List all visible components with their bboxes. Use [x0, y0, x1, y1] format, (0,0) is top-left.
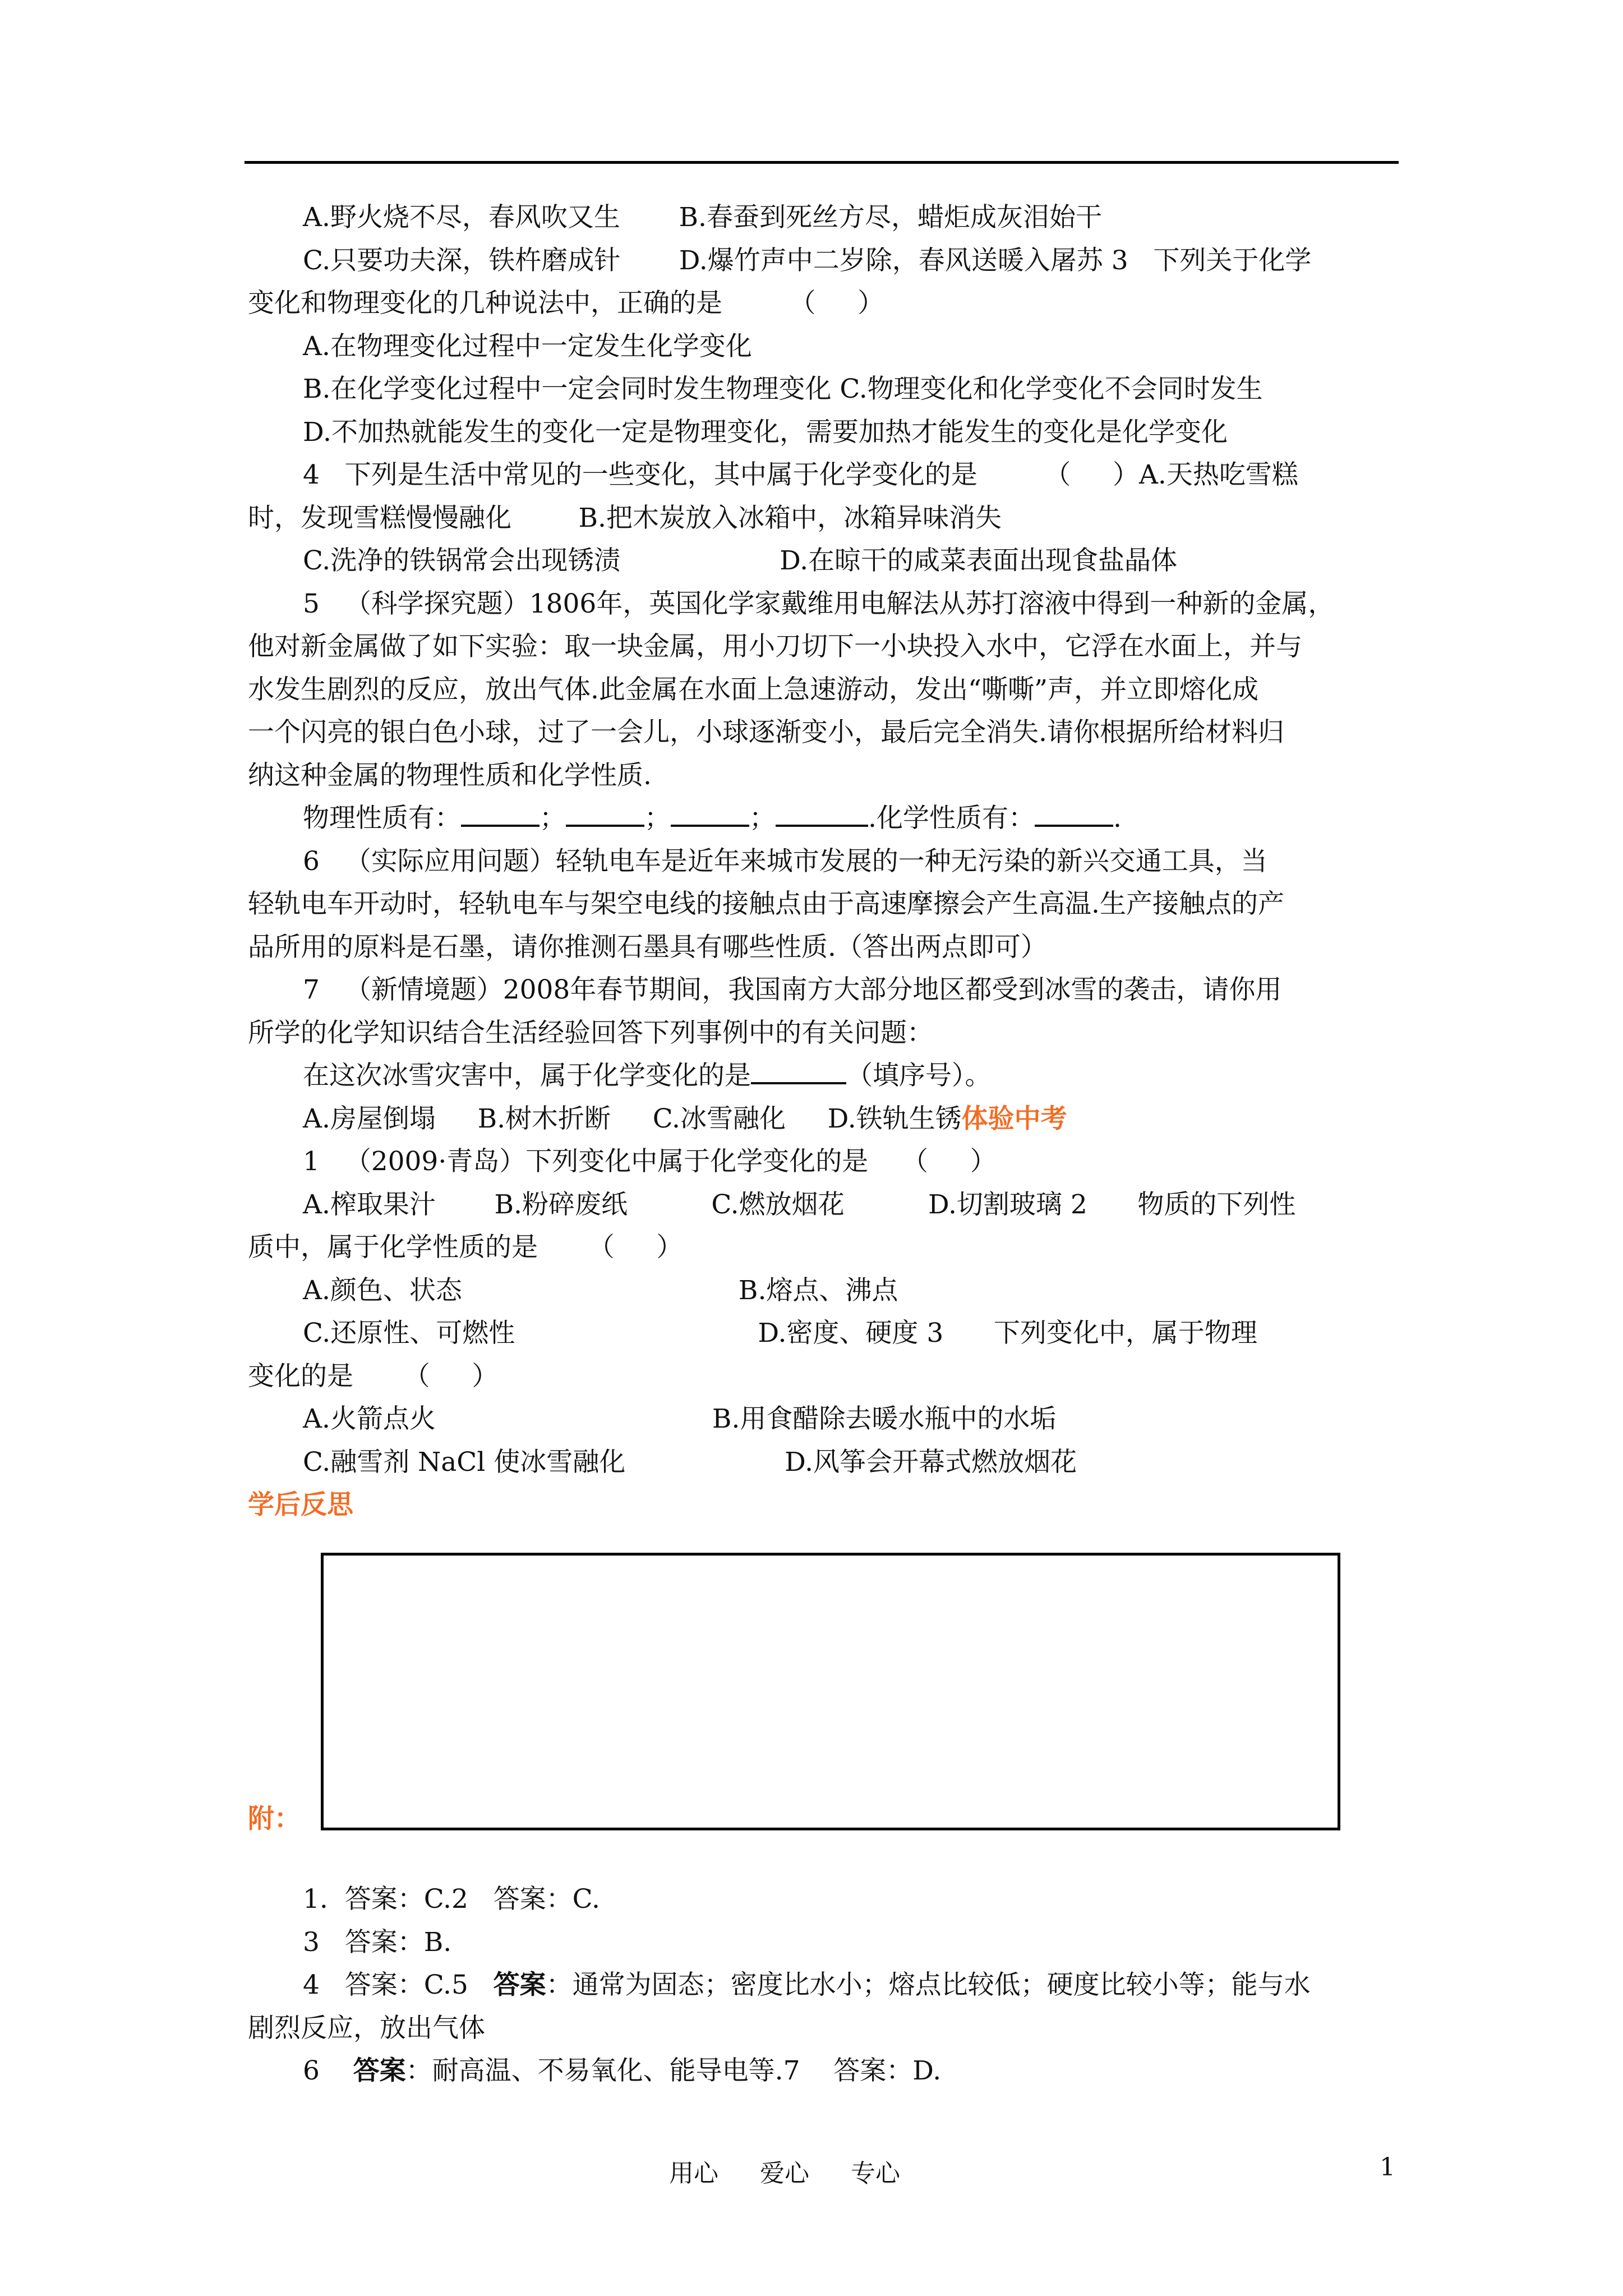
fill-in-line — [248, 797, 1403, 840]
text-line: 一个闪亮的银白色小球，过了一会儿，小球逐渐变小，最后完全消失.请你根据所给材料归 — [248, 717, 1284, 748]
answer-blank[interactable] — [1035, 799, 1113, 827]
answer-line — [248, 2050, 1403, 2093]
separator: . — [1113, 803, 1122, 834]
answer-blank[interactable] — [461, 799, 540, 827]
page-number: 1 — [1380, 2153, 1395, 2182]
answer-text: 剧烈反应，放出气体 — [248, 2012, 485, 2044]
text-line: A.颜色、状态 B.熔点、沸点 — [303, 1274, 898, 1306]
answer-label: 答案 — [493, 1970, 546, 2000]
answer-text: 4 答案：C.5 — [303, 1970, 494, 2000]
q7-suffix: （填序号）。 — [846, 1060, 992, 1091]
text-line: 6 （实际应用问题）轻轨电车是近年来城市发展的一种无污染的新兴交通工具，当 — [303, 845, 1267, 877]
chemical-label: 化学性质有： — [876, 803, 1035, 834]
text-line: D.不加热就能发生的变化一定是物理变化，需要加热才能发生的变化是化学变化 — [303, 416, 1228, 448]
text-line: 1 （2009·青岛）下列变化中属于化学变化的是 （ ） — [303, 1146, 997, 1177]
separator: ； — [644, 803, 671, 834]
answer-blank[interactable] — [566, 799, 644, 827]
text-line: C.融雪剂 NaCl 使冰雪融化 D.风筝会开幕式燃放烟花 — [303, 1446, 1077, 1478]
text-line: 轻轨电车开动时，轻轨电车与架空电线的接触点由于高速摩擦会产生高温.生产接触点的产 — [248, 889, 1284, 919]
answer-text: ：耐高温、不易氧化、能导电等.7 答案：D. — [405, 2055, 942, 2086]
footer-motto: 用心 爱心 专心 — [669, 2159, 900, 2188]
text-line: 水发生剧烈的反应，放出气体.此金属在水面上急速游动，发出“嘶嘶”声，并立即熔化成 — [248, 674, 1258, 705]
text-line: 变化的是 （ ） — [248, 1360, 499, 1392]
text-line: 所学的化学知识结合生活经验回答下列事例中的有关问题： — [248, 1017, 933, 1048]
reflection-line — [248, 1484, 1403, 1527]
exam-heading: 体验中考 — [961, 1103, 1067, 1134]
answer-line — [248, 1921, 1403, 1964]
answer-line — [248, 2007, 1403, 2050]
text-line: A.野火烧不尽，春风吹又生 B.春蚕到死丝方尽，蜡炬成灰泪始干 — [303, 202, 1102, 233]
separator: . — [868, 803, 877, 834]
text-line: B.在化学变化过程中一定会同时发生物理变化 C.物理变化和化学变化不会同时发生 — [303, 374, 1263, 404]
main-content — [248, 196, 1403, 1527]
appendix-label: 附： — [248, 1803, 301, 1834]
answer-text: ：通常为固态；密度比水小；熔点比较低；硬度比较小等；能与水 — [546, 1970, 1311, 2000]
question-block-2 — [248, 840, 1403, 1055]
separator: ； — [749, 803, 776, 834]
text-line: 7 （新情境题）2008年春节期间，我国南方大部分地区都受到冰雪的袭击，请你用 — [303, 974, 1282, 1005]
reflection-box[interactable] — [321, 1553, 1340, 1830]
text-line: A.火箭点火 B.用食醋除去暖水瓶中的水垢 — [303, 1404, 1057, 1434]
q7-options: A.房屋倒塌 B.树木折断 C.冰雪融化 D.铁轨生锈 — [303, 1103, 962, 1134]
text-line: C.洗净的铁锅常会出现锈渍 D.在晾干的咸菜表面出现食盐晶体 — [303, 545, 1178, 576]
text-line: 变化和物理变化的几种说法中，正确的是 （ ） — [248, 288, 884, 319]
text-line: 5 （科学探究题）1806年，英国化学家戴维用电解法从苏打溶液中得到一种新的金属， — [303, 588, 1335, 619]
answer-blank[interactable] — [776, 799, 868, 827]
answer-blank[interactable] — [671, 799, 749, 827]
reflection-heading: 学后反思 — [248, 1489, 353, 1520]
text-line: A.榨取果汁 B.粉碎废纸 C.燃放烟花 D.切割玻璃 2 物质的下列性 — [303, 1189, 1296, 1220]
question-block-3 — [248, 1140, 1403, 1484]
answer-line — [248, 1878, 1403, 1921]
text-line: 质中，属于化学性质的是 （ ） — [248, 1232, 683, 1263]
text-line: 品所用的原料是石墨，请你推测石墨具有哪些性质.（答出两点即可） — [248, 931, 1047, 963]
answer-blank[interactable] — [751, 1056, 846, 1084]
separator: ； — [540, 803, 566, 834]
answer-text: 3 答案：B. — [303, 1926, 452, 1958]
answers-section — [248, 1878, 1403, 2093]
answer-text: 1. 答案：C.2 答案：C. — [303, 1884, 600, 1915]
q7-prompt: 在这次冰雪灾害中，属于化学变化的是 — [303, 1060, 751, 1091]
q7-options-line — [248, 1098, 1403, 1141]
text-line: 他对新金属做了如下实验：取一块金属，用小刀切下一小块投入水中，它浮在水面上，并与 — [248, 631, 1302, 662]
question-block-1 — [248, 196, 1403, 797]
text-line: 纳这种金属的物理性质和化学性质. — [248, 760, 652, 791]
text-line: A.在物理变化过程中一定发生化学变化 — [303, 330, 752, 362]
text-line: C.只要功夫深，铁杵磨成针 D.爆竹声中二岁除，春风送暖入屠苏 3 下列关于化学 — [303, 245, 1312, 276]
answer-line — [248, 1964, 1403, 2007]
text-line: 时，发现雪糕慢慢融化 B.把木炭放入冰箱中，冰箱异味消失 — [248, 502, 1002, 533]
answer-label: 答案 — [353, 2055, 406, 2086]
header-rule — [245, 161, 1399, 164]
physical-label: 物理性质有： — [303, 803, 461, 834]
answer-text: 6 — [303, 2055, 353, 2086]
text-line: 4 下列是生活中常见的一些变化，其中属于化学变化的是 （ ）A.天热吃雪糕 — [303, 459, 1298, 490]
q7-fill-line — [248, 1055, 1403, 1098]
text-line: C.还原性、可燃性 D.密度、硬度 3 下列变化中，属于物理 — [303, 1318, 1257, 1349]
